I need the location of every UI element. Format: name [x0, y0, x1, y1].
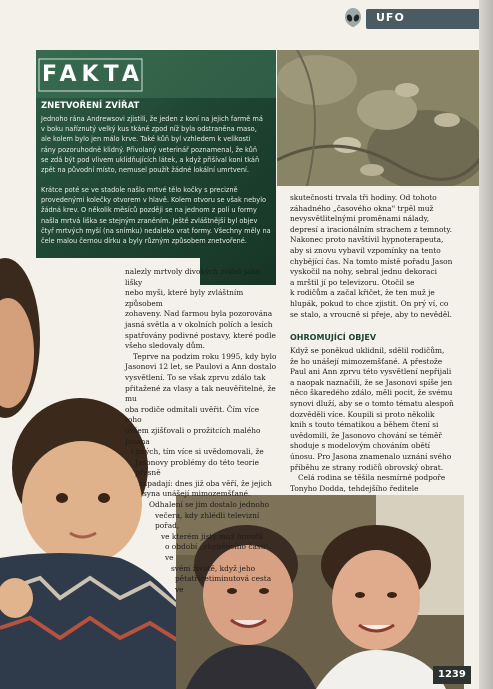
text-line: zapadají: dnes již oba věří, že jejich: [139, 478, 272, 488]
text-line: knih s touto tématikou a během čtení si: [290, 420, 439, 430]
text-line: nevysvětlitelnými proměnami nálady,: [290, 214, 430, 224]
text-line: o období „chybějícího času" ve: [165, 542, 269, 563]
text-line: zpět na původní místo, nemusel použít žádné lokální umrtvení.: [41, 166, 249, 175]
page-number: 1239: [438, 669, 466, 680]
text-line: žádná krev. O několik měsíců později se na jednom z polí u formy: [41, 206, 257, 215]
text-line: Jasonovi 12 let, se Paulovi a Ann dostalo: [125, 362, 277, 372]
text-line: a naopak naznačili, že se Jasonovi spíše jen: [290, 377, 453, 387]
text-line: záhadného „časového okna" trpěl muž: [290, 203, 434, 213]
mice-photo: [277, 50, 486, 186]
text-line: něco škaredého zdálo, měli pocit, že svému: [290, 388, 453, 398]
text-line: svém životě, když jeho: [171, 563, 256, 573]
text-line: Celá rodina se těšila nesmírné podpoře: [298, 473, 446, 483]
text-line: jasná světla a v okolních polích a lesích: [125, 319, 273, 329]
text-line: synovi dluží, aby se o tomto tématu alespoň: [290, 398, 454, 408]
text-line: Odhalení se jim dostalo jednoho: [149, 500, 270, 510]
text-line: v boku naříznutý velký kus tkáně zpod níž byla odstraněna maso,: [41, 125, 257, 134]
text-line: Tonyho Dodda, tehdejšího ředitele: [290, 483, 419, 493]
text-line: provedenými kolečky otvorem v hlavě. Kolem otvoru se však nebylo: [41, 196, 267, 205]
text-line: skutečnosti trvala tři hodiny. Od tohoto: [290, 193, 437, 202]
section-label: UFO: [376, 11, 405, 24]
text-line: zohaveny. Nad farmou byla pozorována: [125, 309, 273, 319]
text-line: k rodičům a začal křičet, že ten muž je: [290, 288, 435, 298]
text-line: a mrštil jí po televizoru. Otočil se: [290, 277, 415, 287]
text-line: Když se poněkud uklidnil, sdělil rodičům,: [290, 346, 445, 355]
article-column-right-bottom: [290, 346, 470, 494]
text-line: přitažené za vlasy a tak neuvěřitelné, že mu: [125, 383, 276, 404]
text-line: ovšem zjišťovali o prožitcích malého Jasona: [125, 425, 261, 446]
text-line: pětatřicetiminutová cesta ve: [175, 574, 272, 594]
text-line: shoduje s modelovým chováním obětí: [290, 441, 431, 451]
text-line: ale kolem bylo jen málo krve. Také kůň byl vzhledem k velikosti: [41, 135, 251, 144]
fakta-paragraph-2: [41, 185, 274, 246]
text-line: Nakonec proto navštívil hypnoterapeuta,: [290, 235, 444, 245]
page-spine-shadow: [479, 0, 493, 689]
article-column-middle: [125, 267, 277, 595]
text-line: Jasonovy problémy do této teorie přesně: [135, 457, 259, 478]
text-line: aby si znovu vybavil vzpomínky na tento: [290, 245, 441, 255]
text-line: syna unášejí mimozemšťané.: [143, 489, 251, 499]
text-line: všeho sledovaly dům.: [125, 341, 205, 351]
section-subheading: OHROMUJÍCÍ OBJEV: [290, 333, 377, 342]
text-line: se zdá být pod vlivem uklidňujících látek, a když přišíval koni tkáň: [41, 155, 260, 164]
text-line: Paul ani Ann zprvu této vysvětlení nepřijali: [290, 367, 452, 377]
fakta-paragraph-1: [41, 114, 274, 175]
text-line: příběhu ze strany rodičů obrovský obrat.: [290, 462, 444, 472]
text-line: uvědomili, že Jasonovo chování se téměř: [290, 430, 442, 440]
fakta-heading: ZNETVOŘENÍ ZVÍŘAT: [41, 101, 140, 111]
fakta-title: FAKTA: [42, 62, 144, 87]
text-line: Jednoho rána Andrewsovi zjistili, že jeden z koní na jejich farmě má: [41, 115, 263, 123]
text-line: hlupák, pokud to chce zjistit. On prý ví, co: [290, 298, 449, 308]
text-line: čele malou černou dírku a byly různým způsobem znetvořené.: [41, 237, 247, 246]
text-line: únosu. Pro Jasona znamenalo uznání svého: [290, 451, 452, 461]
alien-head-icon: [344, 8, 362, 30]
text-line: rány pozoruhodně klidný. Přivolaný veterinář poznamenal, že kůň: [41, 145, 258, 154]
text-line: ve kterém jistý muž hovořil: [161, 531, 264, 541]
text-line: našla mrtvá liška se stejným zraněním. Ještě zvláštnější byl objev: [41, 216, 258, 225]
text-line: oba rodiče odmítali uvěřit. Čím více toho: [125, 404, 260, 425]
text-line: chybějící čas. Na tomto místě pořadu Jason: [290, 256, 453, 266]
text-line: i jiných, tím více si uvědomovali, že: [131, 447, 264, 457]
text-line: že ho unášejí mimozemšťané. A přestože: [290, 356, 443, 366]
text-line: nalezly mrtvoly divokých zvířat jako lišky: [125, 267, 260, 287]
text-line: čtyř mrtvých myší (na snímku) nedaleko vrat formy. Všechny měly na: [41, 226, 271, 235]
text-line: vyskočil na nohy, sebral jednu dekoraci: [290, 267, 437, 277]
text-line: nebo myši, které byly zvláštním způsobem: [125, 288, 244, 308]
text-line: spatřovány podivné postavy, které podle: [125, 330, 276, 340]
text-line: se stalo, a vroucně si přeje, aby to nevěděl.: [290, 309, 452, 319]
text-line: vysvětlení. To se však zprvu zdálo tak: [125, 372, 266, 382]
text-line: dozvěděli více. Koupili si proto několik: [290, 409, 435, 419]
article-column-right-top: [290, 193, 470, 320]
text-line: večera, kdy zhlédli televizní pořad,: [155, 510, 260, 531]
text-line: depresí a iracionálním strachem z temnoty.: [290, 224, 452, 234]
text-line: Teprve na podzim roku 1995, kdy bylo: [133, 351, 277, 361]
text-line: Krátce poté se ve stadole našlo mrtvé tělo kočky s precizně: [41, 186, 238, 194]
